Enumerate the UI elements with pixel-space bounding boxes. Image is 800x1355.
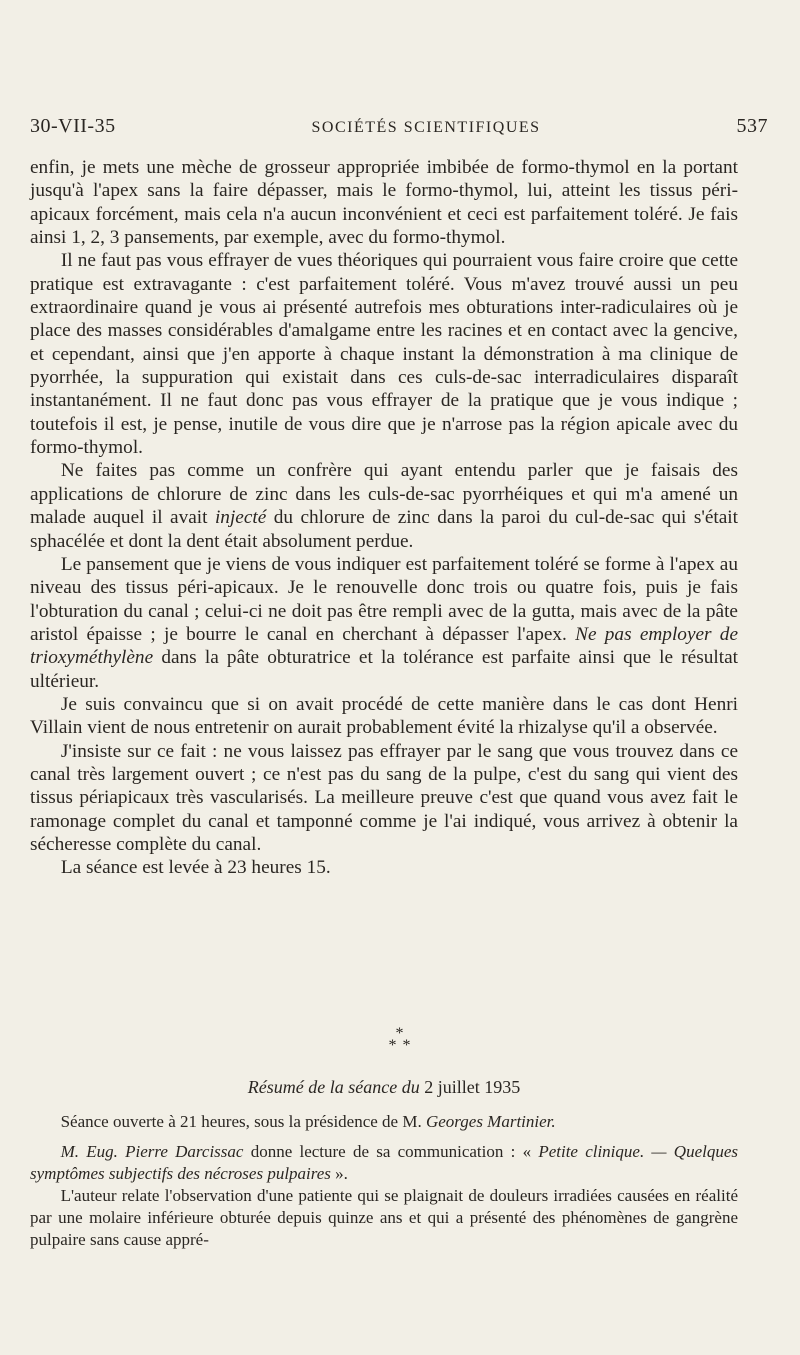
summary-paragraph: [30, 1111, 738, 1133]
body-text: [30, 156, 738, 880]
paragraph-text: du chlorure de zinc dans la paroi du cul-de-sac qui s'était sphacélée et dont la dent était absolument perdue.: [30, 507, 739, 552]
separator-top-star: *: [395, 1025, 405, 1042]
paragraph-text: Le pansement que je viens de vous indiquer est parfaitement toléré se forme à l'apex au niveau des tissus péri-apicaux. Je le renouvelle donc trois ou quatre fois, puis je fais l'obturation du canal ; celui-ci ne doit pas être rempli avec de la gutta, mais avec de la pâte aristol épaisse ; je bourre le canal en cherchant à dépasser l'apex.: [30, 553, 738, 645]
running-header: [30, 115, 768, 138]
paragraph: La séance est levée à 23 heures 15.: [60, 857, 331, 879]
paragraph: Il ne faut pas vous effrayer de vues théoriques qui pourraient vous faire croire que cette pratique est extravagante : c'est parfaitement toléré. Vous m'avez trouvé aussi un peu extraordinaire quand je vous ai présenté autrefois mes obturations inter-radiculaires où je place des masses considérables d'amalgame entre les racines et en contact avec la gencive, et cependant, ainsi que j'en apporte à chaque instant la démonstration à ma clinique de pyorrhée, la suppuration qui existait dans ces culs-de-sac interradiculaires disparaît instantanément. Il ne faut donc pas vous effrayer de la pratique que je vous indique ; toutefois il est, je pense, inutile de vous dire que je n'arrose pas la région apicale avec du formo-thymol.: [30, 250, 738, 459]
paragraph-text: ».: [330, 1164, 348, 1183]
separator-bottom-stars: * *: [388, 1037, 412, 1054]
emphasis-text: M. Eug. Pierre Darcissac: [60, 1142, 244, 1161]
paragraph: [30, 553, 738, 693]
emphasis-text: Georges Martinier.: [425, 1112, 556, 1131]
summary-paragraph: L'auteur relate l'observation d'une patiente qui se plaignait de douleurs irradiées causées en réalité par une molaire inférieure obturée depuis quinze ans et qui a présenté des phénomènes de gangrène pulpaire sans cause appré-: [30, 1186, 738, 1249]
emphasis-text: injecté: [214, 507, 267, 529]
emphasis-text: Ne pas employer de trioxyméthylène: [30, 623, 739, 669]
paragraph-text: dans la pâte obturatrice et la tolérance est parfaite ainsi que le résultat ultérieur.: [30, 647, 738, 692]
page-number: 537: [736, 115, 768, 137]
summary-paragraph: [30, 1141, 738, 1185]
summary-title-text: Résumé de la séance du: [247, 1077, 420, 1097]
paragraph: J'insiste sur ce fait : ne vous laissez pas effrayer par le sang que vous trouvez dans ce canal très largement ouvert ; ce n'est pas du sang de la pulpe, c'est du sang qui vient des tissus périapicaux très vascularisés. La meilleure preuve c'est que quand vous avez fait le ramonage complet du canal et tamponné comme je l'ai indiqué, vous arrivez à obtenir la sécheresse complète du canal.: [30, 740, 738, 855]
paragraph: enfin, je mets une mèche de grosseur appropriée imbibée de formo-thymol en la portant jusqu'à l'apex sans la faire dépasser, mais le formo-thymol, lui, atteint les tissus péri-apicaux forcément, mais cela n'a aucun inconvénient et ceci est parfaitement toléré. Je fais ainsi 1, 2, 3 pansements, par exemple, avec du formo-thymol.: [30, 157, 738, 249]
session-summary: [30, 1076, 738, 1251]
header-date: 30-VII-35: [30, 115, 116, 137]
summary-title: [30, 1076, 738, 1098]
paragraph-text: Ne faites pas comme un confrère qui ayant entendu parler que je faisais des applications de chlorure de zinc dans les culs-de-sac pyorrhéiques et qui m'a amené un malade auquel il avait: [30, 460, 738, 529]
summary-title-date: 2 juillet 1935: [419, 1077, 521, 1097]
paragraph-text: Séance ouverte à 21 heures, sous la présidence de M.: [60, 1112, 426, 1131]
emphasis-text: Petite clinique. — Quelques symptômes subjectifs des nécroses pulpaires: [30, 1142, 738, 1183]
header-title: SOCIÉTÉS SCIENTIFIQUES: [311, 119, 541, 136]
paragraph: [30, 459, 738, 552]
paragraph: Je suis convaincu que si on avait procédé de cette manière dans le cas dont Henri Villain vient de nous entretenir on aurait probablement évité la rhizalyse qu'il a observée.: [30, 693, 738, 739]
paragraph-text: donne lecture de sa communication : «: [243, 1142, 539, 1161]
section-separator: [0, 1025, 800, 1054]
